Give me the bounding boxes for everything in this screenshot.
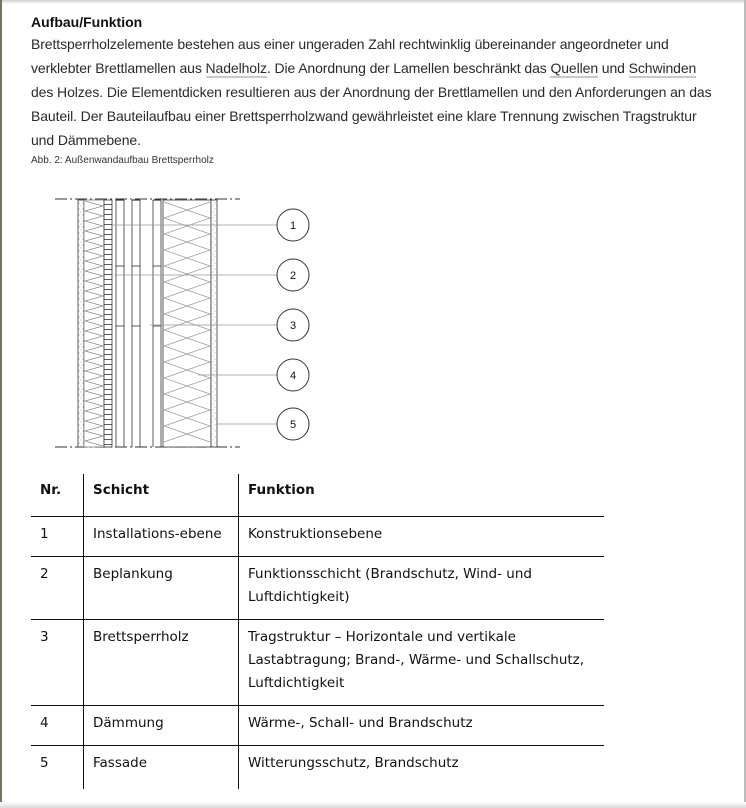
callout-number: 4 <box>289 370 297 382</box>
cell-schicht: Fassade <box>84 746 239 790</box>
cell-schicht: Beplankung <box>84 557 239 620</box>
paragraph-text: des Holzes. Die Elementdicken resultieren aus der Anordnung der Brettlamellen und den Anforderungen an das Bauteil. Der Bauteilaufbau einer Brettsperrholzwand gewährleistet eine klare Trennung zwischen Tragstruktur und Dämmebene. <box>31 84 712 148</box>
table-row <box>31 557 604 620</box>
cell-nr: 5 <box>31 746 84 790</box>
header-funktion: Funktion <box>239 474 605 517</box>
table-row <box>31 620 604 706</box>
cell-schicht: Brettsperrholz <box>84 620 239 706</box>
paragraph-text: . Die Anordnung der Lamellen beschränkt das <box>266 60 551 76</box>
table-row <box>31 517 604 557</box>
cell-nr: 4 <box>31 706 84 746</box>
term-link-schwinden[interactable]: Schwinden <box>628 60 697 76</box>
cell-funktion: Funktionsschicht (Brandschutz, Wind- und Luftdichtigkeit) <box>239 557 605 620</box>
layer-facade <box>211 200 217 447</box>
header-schicht: Schicht <box>84 474 239 517</box>
cell-schicht: Dämmung <box>84 706 239 746</box>
wall-section-svg <box>50 190 330 460</box>
layer-insulation <box>163 200 211 447</box>
cell-nr: 2 <box>31 557 84 620</box>
table-header-row <box>31 474 604 517</box>
section-paragraph <box>31 32 721 152</box>
table-row <box>31 706 604 746</box>
header-nr: Nr. <box>40 482 62 498</box>
wall-section-drawing <box>50 190 330 460</box>
cell-funktion: Konstruktionsebene <box>239 517 605 557</box>
paragraph-text: Brettsperrholzelemente bestehen aus einer ungeraden Zahl rechtwinklig übereinander angeordneter und verklebter Brettlamellen aus <box>31 36 669 76</box>
term-link-nadelholz[interactable]: Nadelholz <box>205 60 267 76</box>
layer-planking <box>104 200 112 447</box>
cell-funktion: Wärme-, Schall- und Brandschutz <box>239 706 605 746</box>
window-bottom-edge <box>0 802 746 808</box>
cell-nr: 1 <box>31 517 84 557</box>
figure-caption: Abb. 2: Außenwandaufbau Brettsperrholz <box>31 155 214 166</box>
term-link-quellen[interactable]: Quellen <box>550 60 599 76</box>
section-heading: Aufbau/Funktion <box>31 14 143 30</box>
layer-clt <box>116 200 161 447</box>
article-content <box>31 12 721 168</box>
paragraph-text: und <box>598 60 629 76</box>
callout-number: 2 <box>289 270 297 282</box>
callout-number: 3 <box>289 320 297 332</box>
layer-inner-board <box>78 200 84 447</box>
cell-funktion: Witterungsschutz, Brandschutz <box>239 746 605 790</box>
cell-nr: 3 <box>31 620 84 706</box>
table-row <box>31 746 604 790</box>
cell-funktion: Tragstruktur – Horizontale und vertikale Lastabtragung; Brand-, Wärme- und Schallschutz, Luftdichtigkeit <box>239 620 605 706</box>
cell-schicht: Installations-ebene <box>84 517 239 557</box>
layer-table <box>31 474 604 789</box>
window-top-edge <box>0 0 746 4</box>
callout-number: 1 <box>289 220 297 232</box>
window-left-edge <box>0 0 2 808</box>
callout-number: 5 <box>289 419 297 431</box>
